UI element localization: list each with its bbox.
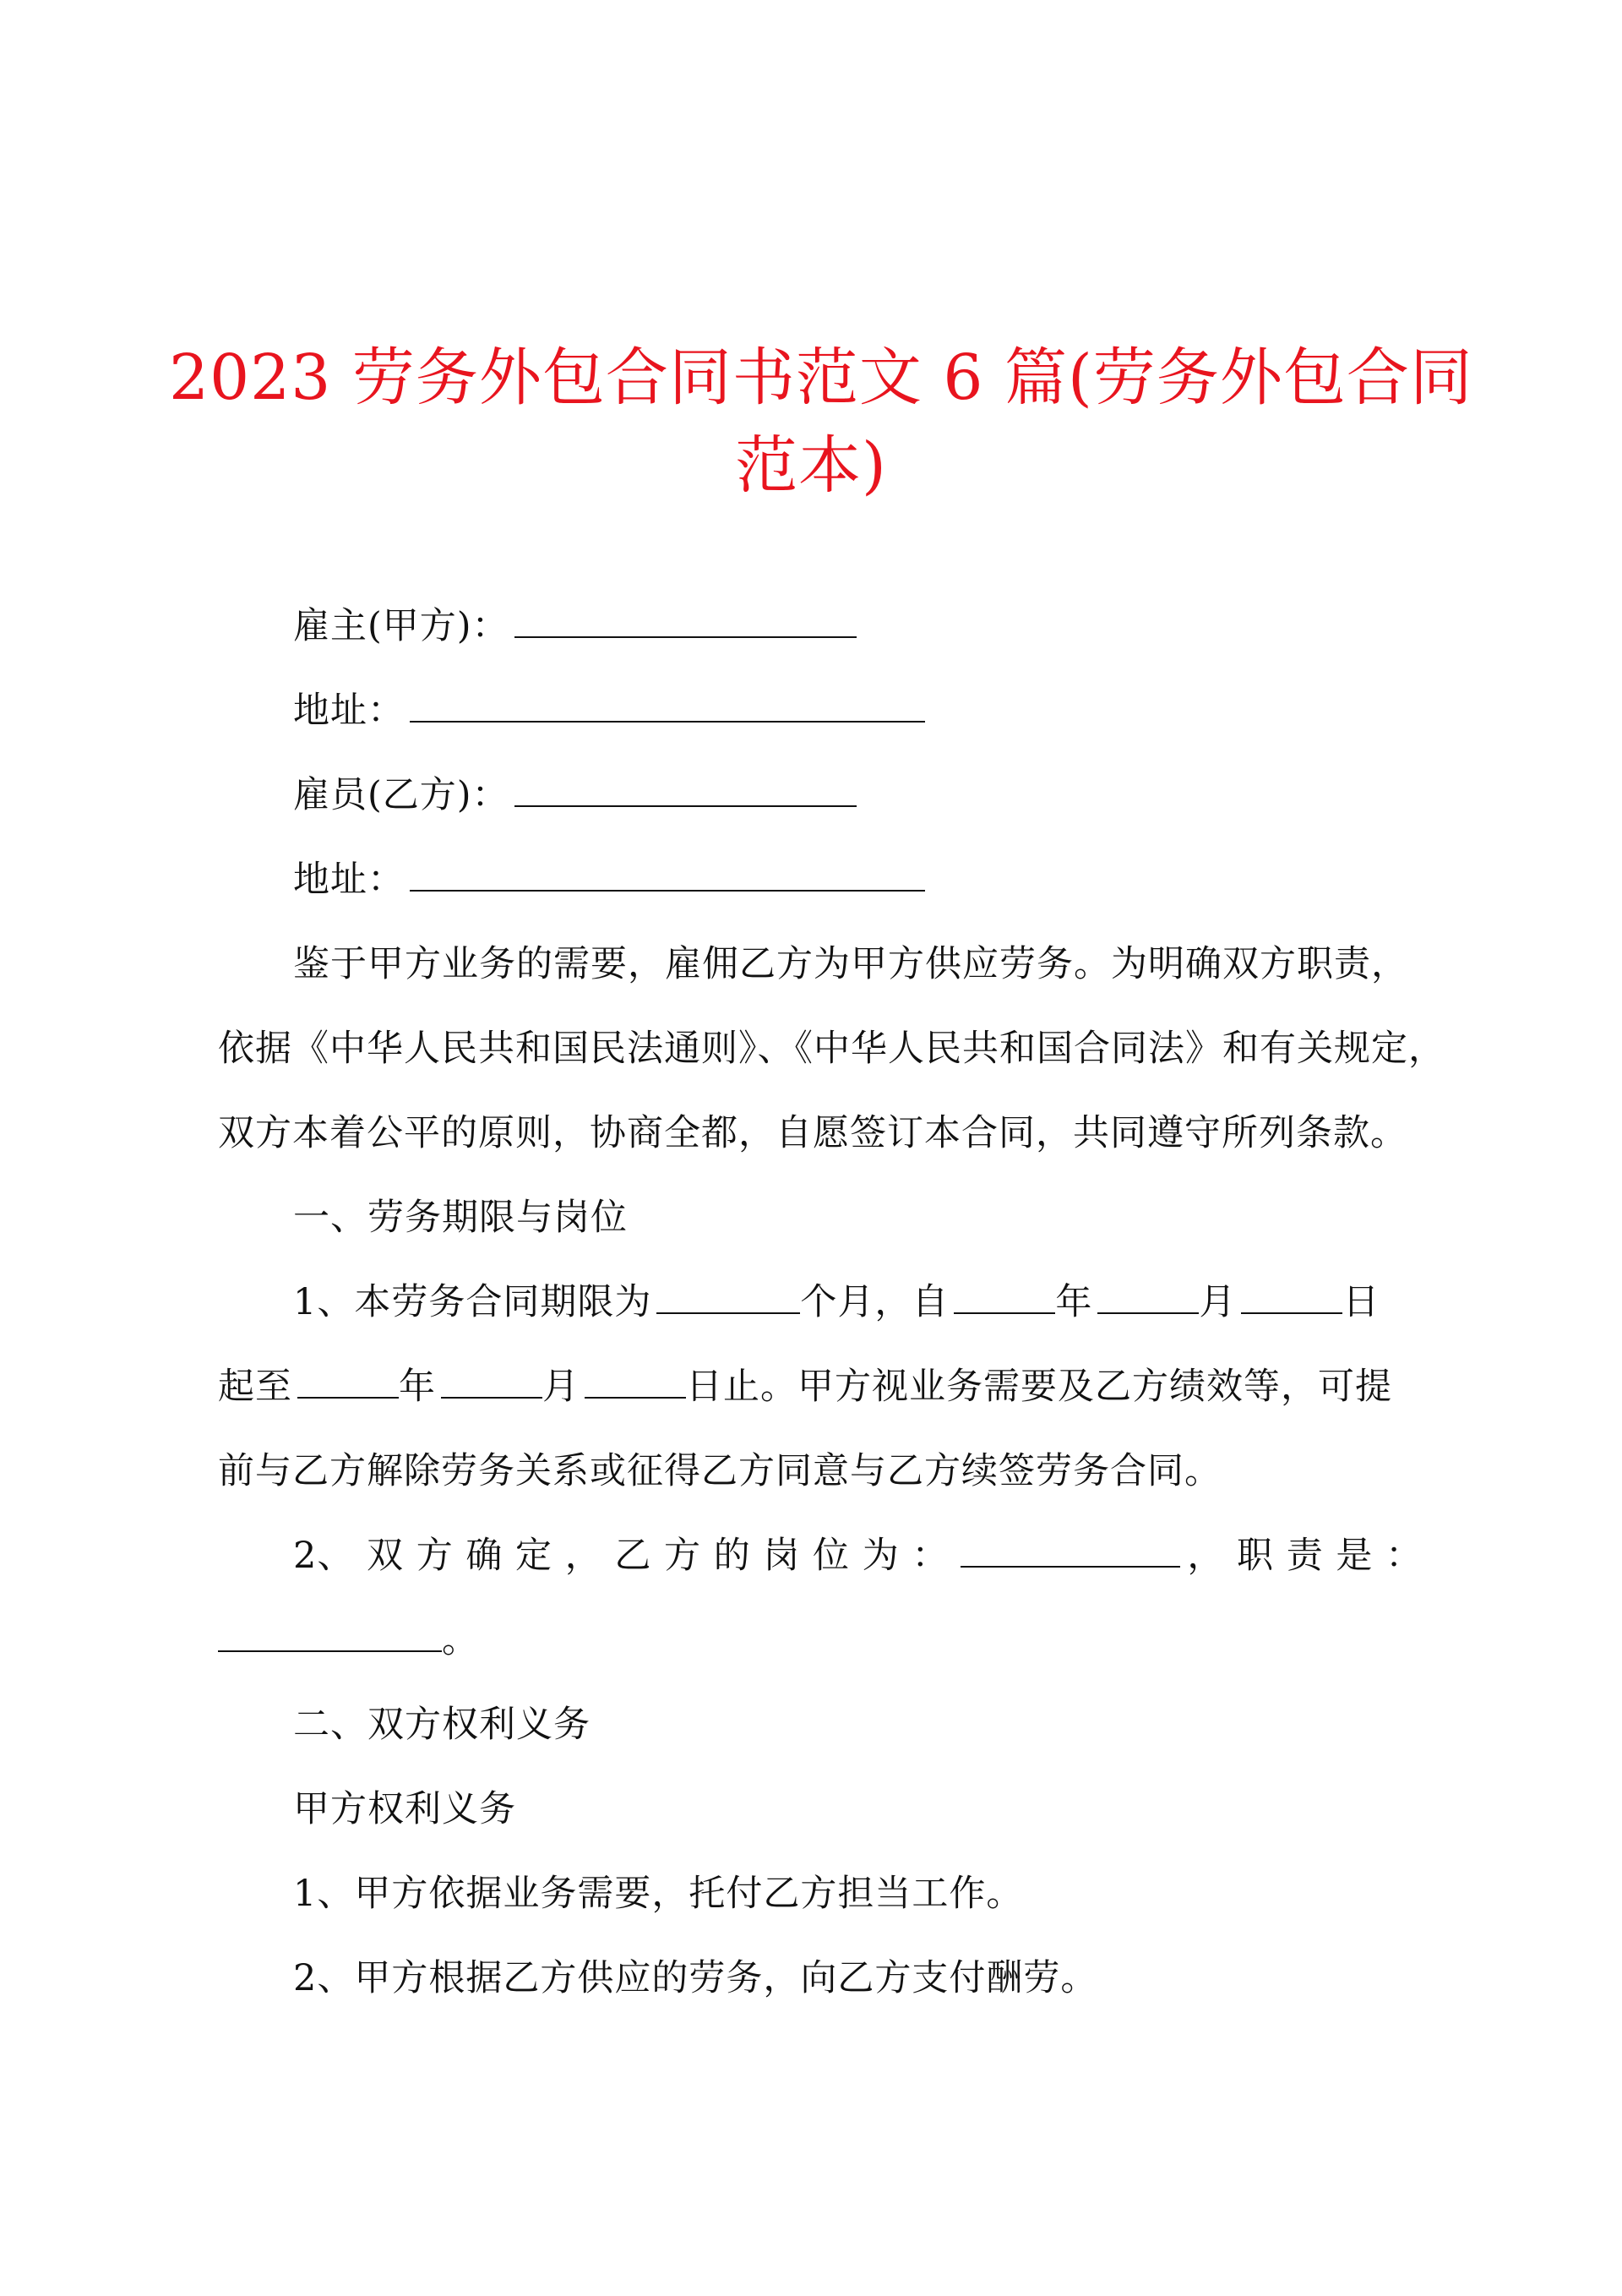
end-month-blank — [441, 1363, 542, 1399]
document-title — [169, 334, 1473, 510]
clause-2-text-a: 2、 双 方 确 定 ， 乙 方 的 岗 位 为 ： — [293, 1535, 950, 1577]
employee-blank — [514, 772, 857, 807]
clause-1-line-3: 前与乙方解除劳务关系或征得乙方同意与乙方续签劳务合同。 — [218, 1450, 1222, 1492]
party-a-item-1: 1、甲方依据业务需要，托付乙方担当工作。 — [293, 1873, 1024, 1915]
employee-address-line — [293, 856, 925, 903]
employee-label: 雇员(乙方)： — [293, 774, 509, 816]
clause-1-text-b: 个月，自 — [800, 1281, 950, 1323]
clause-1-text-e: 日 — [1342, 1281, 1380, 1323]
preamble-line-2: 依据《中华人民共和国民法通则》、《中华人民共和国合同法》和有关规定， — [218, 1028, 1445, 1070]
start-year-blank — [954, 1279, 1055, 1314]
preamble-line-1: 鉴于甲方业务的需要，雇佣乙方为甲方供应劳务。为明确双方职责， — [293, 943, 1408, 985]
employer-blank — [514, 603, 857, 638]
clause-1-line2-text-c: 月 — [542, 1366, 580, 1408]
employee-address-label: 地址： — [293, 859, 405, 901]
clause-1-line2-text-a: 起至 — [218, 1366, 292, 1408]
start-day-blank — [1241, 1279, 1342, 1314]
preamble-line-3: 双方本着公平的原则，协商全都，自愿签订本合同，共同遵守所列条款。 — [218, 1112, 1407, 1154]
clause-1-line2-text-b: 年 — [399, 1366, 436, 1408]
section-2-heading: 二、双方权利义务 — [293, 1704, 591, 1746]
clause-2-line-2 — [218, 1617, 479, 1664]
clause-2-text-b: ， 职 责 是 ： — [1187, 1535, 1423, 1577]
section-1-heading: 一、劳务期限与岗位 — [293, 1197, 628, 1239]
clause-2-end: 。 — [442, 1619, 479, 1661]
employee-line — [293, 772, 857, 819]
clause-1-text-a: 1、本劳务合同期限为 — [293, 1281, 652, 1323]
clause-2-line-1 — [293, 1532, 1423, 1579]
start-month-blank — [1097, 1279, 1199, 1314]
clause-1-text-c: 年 — [1055, 1281, 1093, 1323]
end-year-blank — [297, 1363, 399, 1399]
employer-line — [293, 603, 857, 650]
end-day-blank — [585, 1363, 686, 1399]
party-a-item-2: 2、甲方根据乙方供应的劳务，向乙方支付酬劳。 — [293, 1957, 1098, 1999]
title-line-2: 范本) — [735, 429, 887, 502]
clause-1-line2-text-d: 日止。甲方视业务需要及乙方绩效等，可提 — [686, 1366, 1392, 1408]
title-line-1: 2023 劳务外包合同书范文 6 篇(劳务外包合同 — [169, 341, 1473, 414]
employee-address-blank — [410, 856, 925, 892]
clause-1-line-2 — [218, 1363, 1392, 1410]
employer-label: 雇主(甲方)： — [293, 605, 509, 647]
duties-blank — [218, 1617, 442, 1652]
party-a-heading: 甲方权利义务 — [293, 1788, 516, 1830]
term-months-blank — [656, 1279, 800, 1314]
clause-1-line-1 — [293, 1279, 1380, 1326]
position-blank — [961, 1532, 1180, 1568]
employer-address-line — [293, 687, 925, 734]
employer-address-label: 地址： — [293, 690, 405, 732]
employer-address-blank — [410, 687, 925, 723]
clause-1-text-d: 月 — [1199, 1281, 1237, 1323]
